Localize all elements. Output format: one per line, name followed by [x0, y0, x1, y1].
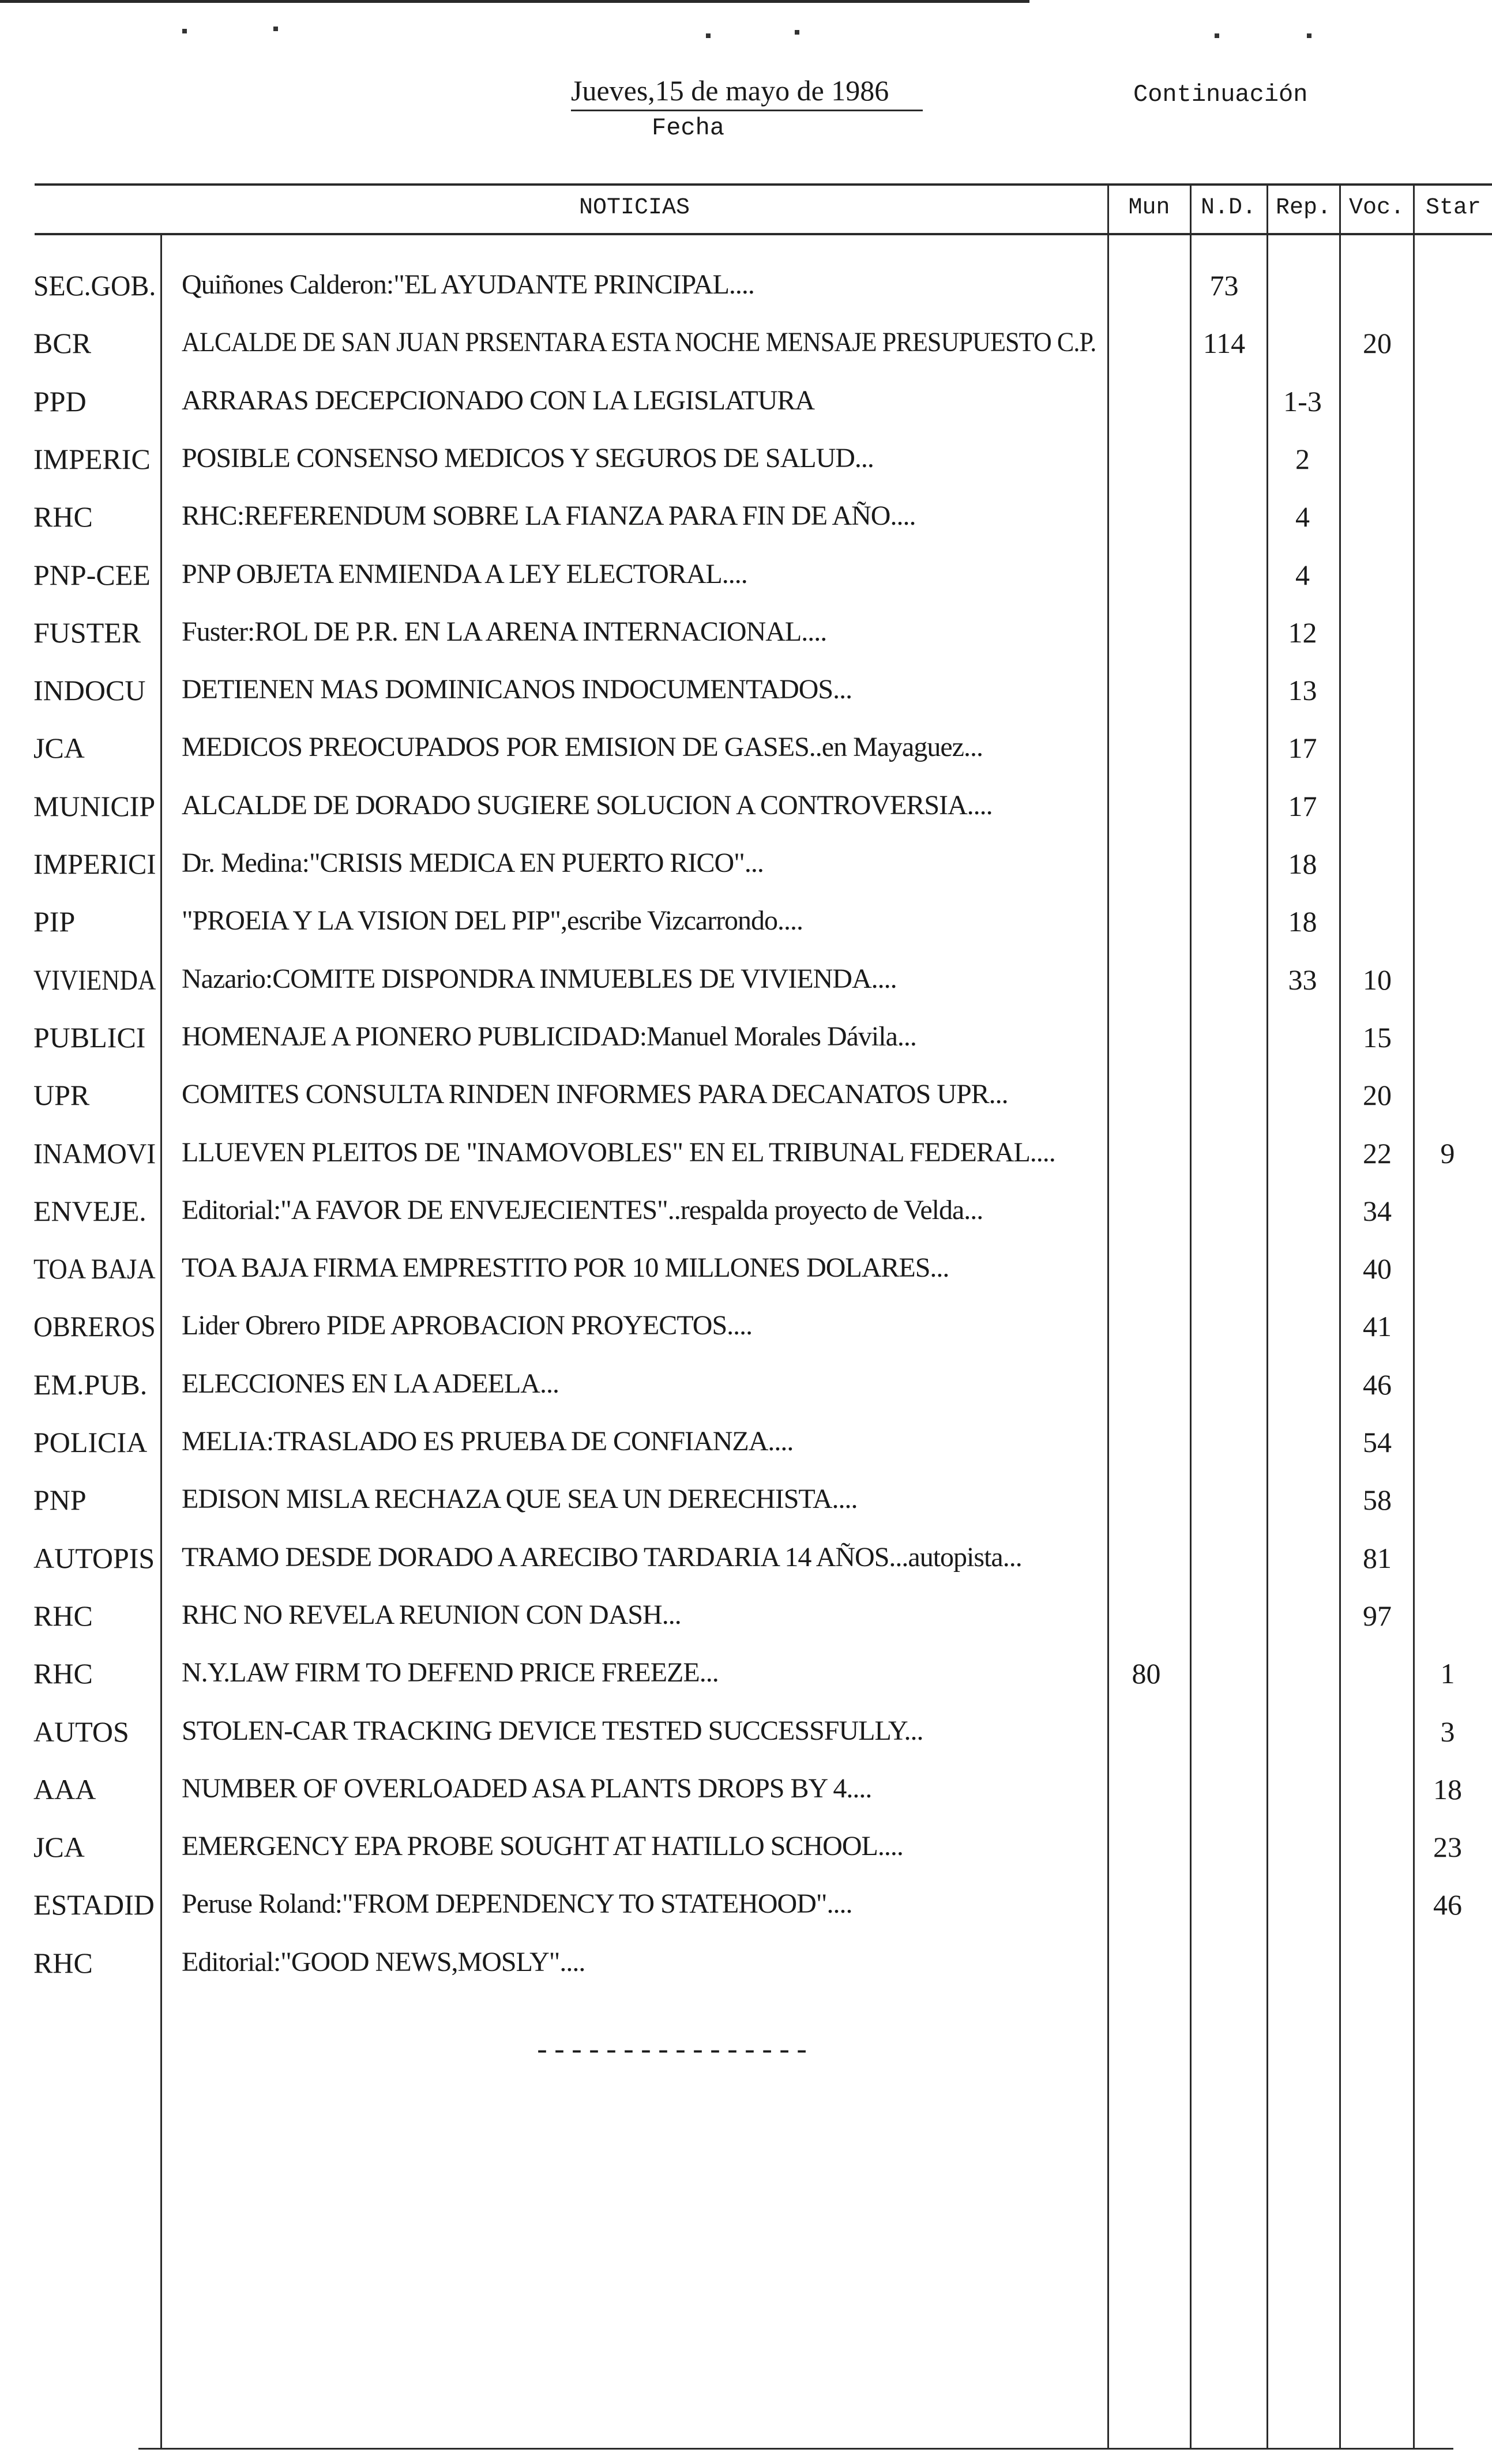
row-rep-page: 17	[1288, 789, 1317, 822]
date-label: Fecha	[652, 114, 725, 142]
row-headline: NUMBER OF OVERLOADED ASA PLANTS DROPS BY 4....	[182, 1773, 872, 1804]
row-headline: Quiñones Calderon:"EL AYUDANTE PRINCIPAL....	[182, 269, 754, 300]
row-headline: COMITES CONSULTA RINDEN INFORMES PARA DECANATOS UPR...	[182, 1079, 1008, 1110]
table-top-border	[35, 183, 1492, 186]
row-section-code: AUTOS	[33, 1715, 129, 1748]
row-star-page: 3	[1440, 1715, 1455, 1748]
row-headline: Editorial:"GOOD NEWS,MOSLY"....	[182, 1946, 585, 1977]
table-row	[0, 1137, 1492, 1194]
row-section-code: POLICIA	[33, 1426, 148, 1458]
table-row	[0, 1541, 1492, 1599]
row-star-page: 46	[1433, 1889, 1462, 1921]
row-rep-page: 4	[1295, 501, 1310, 533]
table-row	[0, 1425, 1492, 1483]
table-row	[0, 1252, 1492, 1310]
row-headline: RHC NO REVELA REUNION CON DASH...	[182, 1599, 681, 1630]
row-headline: ARRARAS DECEPCIONADO CON LA LEGISLATURA	[182, 385, 815, 416]
table-row	[0, 1946, 1492, 2004]
table-row	[0, 1021, 1492, 1078]
row-rep-page: 18	[1288, 848, 1317, 880]
table-row	[0, 500, 1492, 558]
row-headline: EDISON MISLA RECHAZA QUE SEA UN DERECHISTA....	[182, 1484, 858, 1515]
row-headline: EMERGENCY EPA PROBE SOUGHT AT HATILLO SCHOOL....	[182, 1831, 903, 1862]
speck	[1307, 33, 1311, 38]
row-headline: TOA BAJA FIRMA EMPRESTITO POR 10 MILLONES DOLARES...	[182, 1252, 949, 1284]
row-section-code: FUSTER	[33, 616, 141, 649]
table-row	[0, 1310, 1492, 1367]
row-mun-page: 80	[1132, 1657, 1161, 1690]
continuation-label: Continuación	[1133, 81, 1308, 108]
row-voc-page: 40	[1363, 1252, 1392, 1285]
row-section-code: RHC	[33, 1657, 93, 1690]
speck	[795, 30, 799, 35]
row-headline: Lider Obrero PIDE APROBACION PROYECTOS....	[182, 1310, 753, 1341]
row-headline: N.Y.LAW FIRM TO DEFEND PRICE FREEZE...	[182, 1657, 719, 1688]
table-row	[0, 1888, 1492, 1946]
row-headline: Dr. Medina:"CRISIS MEDICA EN PUERTO RICO"...	[182, 848, 764, 878]
row-section-code: IMPERIC	[33, 442, 151, 475]
table-row	[0, 789, 1492, 847]
row-headline: DETIENEN MAS DOMINICANOS INDOCUMENTADOS...	[182, 674, 852, 705]
row-voc-page: 15	[1363, 1021, 1392, 1054]
row-section-code: INAMOVI	[33, 1137, 156, 1169]
row-headline: LLUEVEN PLEITOS DE "INAMOVOBLES" EN EL TRIBUNAL FEDERAL....	[182, 1137, 1055, 1168]
table-row	[0, 847, 1492, 905]
table-row	[0, 616, 1492, 674]
row-rep-page: 1-3	[1283, 385, 1322, 417]
row-section-code: JCA	[33, 1831, 85, 1864]
row-nd-page: 73	[1209, 269, 1239, 302]
table-row	[0, 442, 1492, 500]
row-headline: "PROEIA Y LA VISION DEL PIP",escribe Vizcarrondo....	[182, 905, 803, 936]
table-row	[0, 1194, 1492, 1252]
row-rep-page: 33	[1288, 963, 1317, 996]
row-section-code: PUBLICI	[33, 1021, 146, 1054]
column-header-noticias: NOTICIAS	[578, 195, 690, 221]
table-row	[0, 731, 1492, 789]
table-row	[0, 1599, 1492, 1657]
row-voc-page: 81	[1363, 1541, 1392, 1574]
row-section-code: UPR	[33, 1079, 90, 1112]
top-rule	[0, 0, 1029, 3]
row-voc-page: 54	[1363, 1426, 1392, 1458]
row-headline: STOLEN-CAR TRACKING DEVICE TESTED SUCCESSFULLY...	[182, 1715, 923, 1746]
row-section-code: INDOCU	[33, 674, 146, 707]
row-star-page: 1	[1440, 1657, 1455, 1690]
table-row	[0, 385, 1492, 442]
column-header-star: Star	[1425, 195, 1481, 221]
column-header-rep: Rep.	[1275, 195, 1331, 221]
table-row	[0, 326, 1492, 384]
row-section-code: ENVEJE.	[33, 1194, 146, 1227]
speck	[273, 27, 278, 31]
row-section-code: JCA	[33, 732, 85, 765]
row-headline: Fuster:ROL DE P.R. EN LA ARENA INTERNACIONAL....	[182, 616, 827, 647]
row-rep-page: 2	[1295, 442, 1310, 475]
row-star-page: 9	[1440, 1137, 1455, 1169]
table-row	[0, 1830, 1492, 1888]
row-rep-page: 12	[1288, 616, 1317, 649]
row-section-code: EM.PUB.	[33, 1368, 148, 1401]
table-row	[0, 1078, 1492, 1136]
column-header-mun: Mun	[1128, 195, 1170, 221]
row-nd-page: 114	[1202, 327, 1246, 360]
row-voc-page: 58	[1363, 1484, 1392, 1517]
row-rep-page: 4	[1295, 558, 1310, 591]
row-headline: MEDICOS PREOCUPADOS POR EMISION DE GASES..en Mayaguez...	[182, 732, 983, 763]
row-section-code: RHC	[33, 501, 93, 533]
row-section-code: AUTOPIS	[33, 1541, 155, 1574]
column-header-voc: Voc.	[1348, 195, 1404, 221]
row-section-code: RHC	[33, 1946, 93, 1979]
table-row	[0, 269, 1492, 326]
row-voc-page: 97	[1363, 1599, 1392, 1632]
row-headline: Nazario:COMITE DISPONDRA INMUEBLES DE VIVIENDA....	[182, 963, 897, 994]
table-row	[0, 905, 1492, 962]
row-section-code: VIVIENDA	[33, 963, 156, 996]
document-date: Jueves,15 de mayo de 1986	[571, 74, 889, 107]
row-rep-page: 18	[1288, 905, 1317, 938]
row-section-code: PPD	[33, 385, 87, 417]
row-section-code: IMPERICI	[33, 848, 156, 880]
table-row	[0, 674, 1492, 731]
row-section-code: RHC	[33, 1599, 93, 1632]
row-headline: Peruse Roland:"FROM DEPENDENCY TO STATEHOOD"....	[182, 1889, 852, 1920]
row-headline: ALCALDE DE SAN JUAN PRSENTARA ESTA NOCHE MENSAJE PRESUPUESTO C.P.	[182, 327, 1096, 358]
row-section-code: OBREROS	[33, 1310, 156, 1343]
column-header-nd: N.D.	[1200, 195, 1256, 221]
row-star-page: 23	[1433, 1831, 1462, 1864]
table-row	[0, 1483, 1492, 1541]
row-headline: POSIBLE CONSENSO MEDICOS Y SEGUROS DE SALUD...	[182, 442, 874, 473]
row-section-code: ESTADID	[33, 1889, 155, 1921]
row-section-code: TOA BAJA	[33, 1252, 156, 1285]
row-rep-page: 17	[1288, 732, 1317, 765]
table-row	[0, 963, 1492, 1021]
table-row	[0, 558, 1492, 616]
row-headline: MELIA:TRASLADO ES PRUEBA DE CONFIANZA....	[182, 1426, 794, 1457]
speck	[182, 29, 187, 33]
speck	[706, 33, 711, 38]
row-voc-page: 10	[1363, 963, 1392, 996]
table-header-border	[35, 233, 1492, 235]
row-star-page: 18	[1433, 1773, 1462, 1805]
row-voc-page: 22	[1363, 1137, 1392, 1169]
row-headline: Editorial:"A FAVOR DE ENVEJECIENTES"..respalda proyecto de Velda...	[182, 1194, 983, 1225]
table-row	[0, 1773, 1492, 1830]
end-mark: ----------------	[533, 2036, 811, 2068]
row-voc-page: 46	[1363, 1368, 1392, 1401]
row-section-code: PNP	[33, 1484, 87, 1517]
row-headline: ELECCIONES EN LA ADEELA...	[182, 1368, 559, 1399]
speck	[1215, 33, 1219, 38]
row-voc-page: 41	[1363, 1310, 1392, 1343]
table-row	[0, 1657, 1492, 1714]
row-headline: RHC:REFERENDUM SOBRE LA FIANZA PARA FIN DE AÑO....	[182, 501, 916, 532]
table-row	[0, 1715, 1492, 1773]
row-section-code: MUNICIP	[33, 789, 156, 822]
row-section-code: PNP-CEE	[33, 558, 151, 591]
row-rep-page: 13	[1288, 674, 1317, 707]
row-voc-page: 20	[1363, 1079, 1392, 1112]
row-section-code: BCR	[33, 327, 92, 360]
row-voc-page: 34	[1363, 1194, 1392, 1227]
row-headline: PNP OBJETA ENMIENDA A LEY ELECTORAL....	[182, 558, 747, 589]
row-section-code: AAA	[33, 1773, 96, 1805]
bottom-rule	[138, 2448, 1453, 2450]
row-section-code: PIP	[33, 905, 76, 938]
row-headline: TRAMO DESDE DORADO A ARECIBO TARDARIA 14 AÑOS...autopista...	[182, 1541, 1022, 1573]
row-headline: HOMENAJE A PIONERO PUBLICIDAD:Manuel Morales Dávila...	[182, 1021, 916, 1052]
row-section-code: SEC.GOB.	[33, 269, 156, 302]
row-headline: ALCALDE DE DORADO SUGIERE SOLUCION A CONTROVERSIA....	[182, 789, 993, 821]
table-row	[0, 1368, 1492, 1425]
date-underline	[571, 110, 923, 111]
row-voc-page: 20	[1363, 327, 1392, 360]
